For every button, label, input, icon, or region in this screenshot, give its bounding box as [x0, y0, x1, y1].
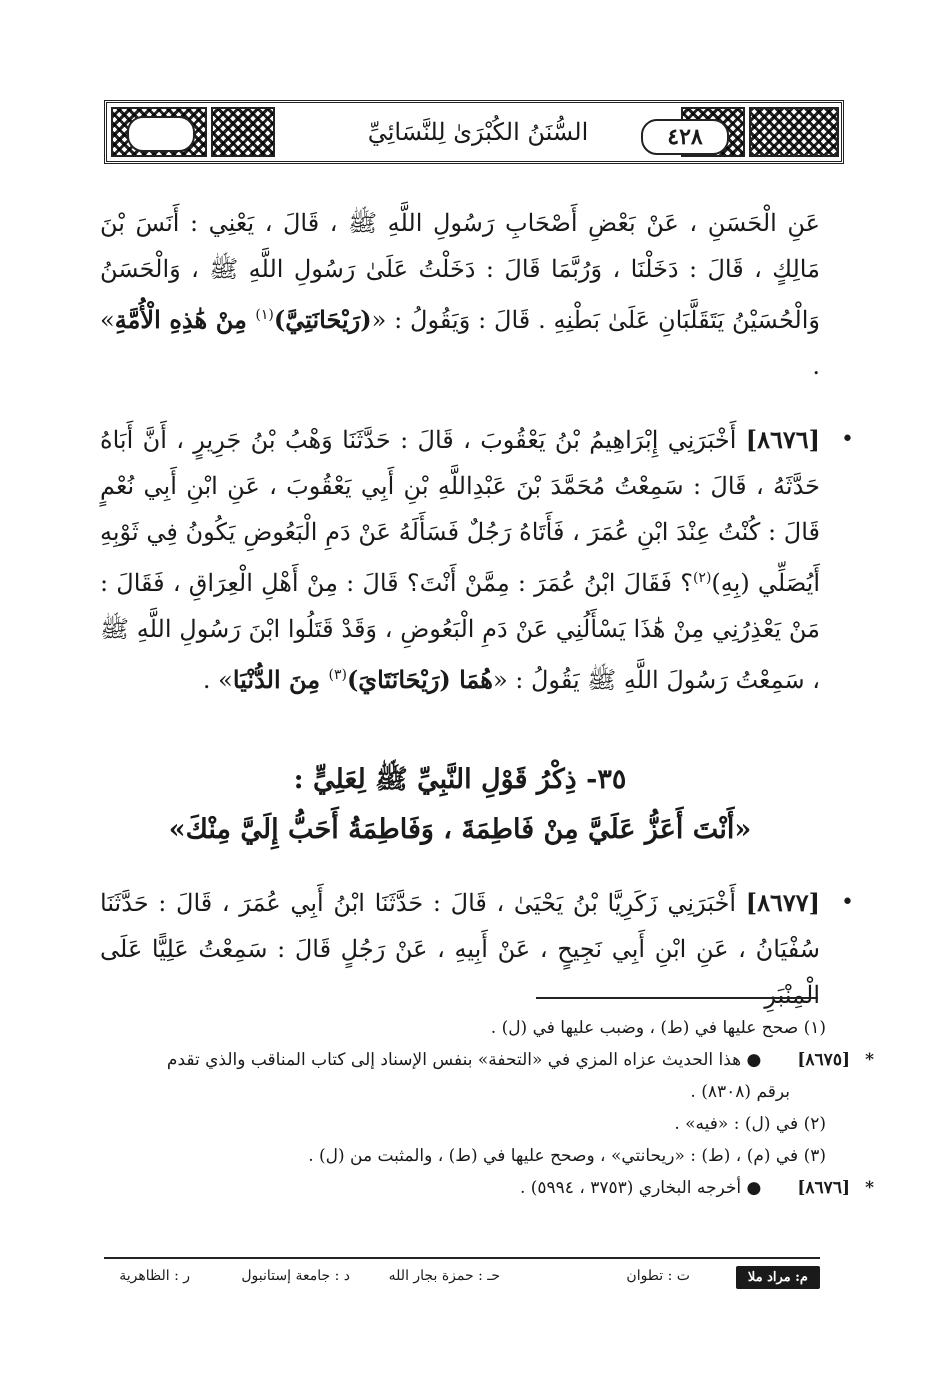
- footnote-divider: [536, 997, 818, 999]
- footnote-ref-3: (٣): [328, 667, 347, 683]
- entry-8676-text-1: أَخْبَرَنِي إِبْرَاهِيمُ بْنُ يَعْقُوبَ ، قَالَ : حَدَّثَنَا وَهْبُ بْنُ جَرِيرٍ ، أَنَّ أَبَاهُ حَدَّثَهُ ، قَالَ : سَمِعْتُ مُحَمَّدَ بْنَ عَبْدِاللَّهِ بْنِ أَبِي يَعْقُوبَ ، عَنِ ابْنِ أَبِي نُعْمٍ قَالَ : كُنْتُ عِنْدَ ابْنِ عُمَرَ ، فَأَتَاهُ رَجُلٌ فَسَأَلَهُ عَنْ دَمِ الْبَعُوضِ يَكُونُ فِي ثَوْبِهِ أَيُصَلِّي (بِهِ): [100, 426, 821, 597]
- hadith-number: [٨٦٧٧]: [745, 888, 820, 917]
- chapter-heading-line-1: ٣٥- ذِكْرُ قَوْلِ النَّبِيِّ ﷺ لِعَلِيٍّ :: [293, 764, 627, 795]
- footer-divider: [104, 1257, 820, 1259]
- note-8676-text: ● أخرجه البخاري (٣٧٥٣ ، ٥٩٩٤) .: [519, 1178, 762, 1198]
- paragraph-1-line-2: قَالَ : دَخَلْنَا ، وَرُبَّمَا قَالَ : دَخَلْتُ عَلَىٰ رَسُولِ اللَّهِ ﷺ ، وَالْحَسَنُ وَالْحُسَيْنُ: [100, 255, 820, 334]
- sigla-istanbul: د : جامعة إستانبول: [241, 1268, 350, 1284]
- note-8675: [110, 1044, 874, 1076]
- bullet-icon: •: [841, 427, 854, 452]
- bullet-icon: •: [841, 890, 854, 915]
- footnote-3: (٣) في (م) ، (ط) : «ريحانتي» ، وصحح عليها في (ط) ، والمثبت من (ل) .: [308, 1146, 826, 1166]
- note-ref: [٨٦٧٦]: [797, 1178, 850, 1198]
- entry-8677-text: أَخْبَرَنِي زَكَرِيَّا بْنُ يَحْيَىٰ ، قَالَ : حَدَّثَنَا ابْنُ أَبِي عُمَرَ ، قَالَ : حَدَّثَنَا سُفْيَانُ ، عَنِ ابْنِ أَبِي نَجِيحٍ ، عَنْ أَبِيهِ ، عَنْ رَجُلٍ قَالَ : سَمِعْتُ عَلِيًّا عَلَى الْمِنْبَرِ: [100, 889, 820, 1009]
- paragraph-1-line-1: عَنِ الْحَسَنِ ، عَنْ بَعْضِ أَصْحَابِ رَسُولِ اللَّهِ ﷺ ، قَالَ ، يَعْنِي : أَنَسَ بْنَ مَالِكٍ ،: [100, 209, 820, 283]
- note-8675-text: ● هذا الحديث عزاه المزي في «التحفة» بنفس الإسناد إلى كتاب المناقب والذي تقدم: [166, 1050, 762, 1070]
- entry-8676: [100, 417, 854, 703]
- note-8676: [110, 1172, 874, 1204]
- manuscript-badge: م: مراد ملا: [736, 1266, 820, 1289]
- quote-text-4: مِنَ الدُّنْيَا: [232, 665, 329, 694]
- ornament-left-icon: [111, 107, 207, 157]
- manuscript-sigla: [104, 1262, 820, 1292]
- footnotes: [110, 1012, 874, 1204]
- hadith-number: [٨٦٧٦]: [745, 425, 820, 454]
- quote-close: » .: [100, 306, 820, 380]
- paragraph-1: [100, 200, 820, 389]
- quote-text: (رَيْحَانَتِيَّ): [273, 305, 372, 334]
- sigla-tetouan: ت : تطوان: [626, 1268, 690, 1284]
- chapter-heading-line-2: «أَنْتَ أَعَزُّ عَلَيَّ مِنْ فَاطِمَةَ ، وَفَاطِمَةُ أَحَبُّ إِلَيَّ مِنْكَ»: [168, 814, 752, 845]
- sigla-hamza: حـ : حمزة بجار الله: [388, 1268, 500, 1284]
- book-emblem-icon: [127, 116, 195, 152]
- page-number: ٤٢٨: [641, 119, 729, 155]
- running-title: السُّنَنُ الكُبْرَىٰ لِلنَّسَائِيِّ: [367, 118, 589, 146]
- page-header: [104, 100, 844, 164]
- footnote-ref-1: (١): [255, 307, 274, 323]
- chapter-heading: [100, 755, 820, 855]
- sigla-zahiriyya: ر : الظاهرية: [119, 1268, 190, 1284]
- star-icon: *: [865, 1050, 874, 1070]
- footnote-ref-2: (٢): [692, 570, 712, 586]
- quote-close-2: » .: [202, 666, 233, 694]
- star-icon: *: [865, 1178, 874, 1198]
- footnote-2: (٢) في (ل) : «فيه» .: [674, 1114, 826, 1134]
- entry-8676-text-2: ؟ فَقَالَ ابْنُ عُمَرَ : مِمَّنْ أَنْتَ؟ قَالَ : مِنْ أَهْلِ الْعِرَاقِ ، فَقَالَ : مَنْ يَعْذِرُنِي مِنْ هَٰذَا يَسْأَلُنِي عَنْ دَمِ الْبَعُوضِ ، وَقَدْ قَتَلُوا ابْنَ رَسُولِ اللَّهِ ﷺ ، سَمِعْتُ رَسُولَ اللَّهِ ﷺ يَقُولُ : «: [100, 569, 820, 694]
- ornament-mid-left-icon: [211, 107, 275, 157]
- quote-text-2: مِنْ هَٰذِهِ الْأُمَّةِ: [114, 305, 256, 334]
- footnote-1: (١) صحح عليها في (ط) ، وضبب عليها في (ل) .: [490, 1018, 826, 1038]
- note-ref: [٨٦٧٥]: [797, 1050, 850, 1070]
- note-8675-cont: برقم (٨٣٠٨) .: [690, 1082, 790, 1102]
- quote-text-3: هُمَا (رَيْحَانَتَايَ): [346, 665, 493, 694]
- body-text: [100, 200, 854, 703]
- paragraph-1-line-3: يَتَقَلَّبَانِ عَلَىٰ بَطْنِهِ . قَالَ : وَيَقُولُ : «: [371, 306, 725, 334]
- ornament-right-icon: [749, 107, 839, 157]
